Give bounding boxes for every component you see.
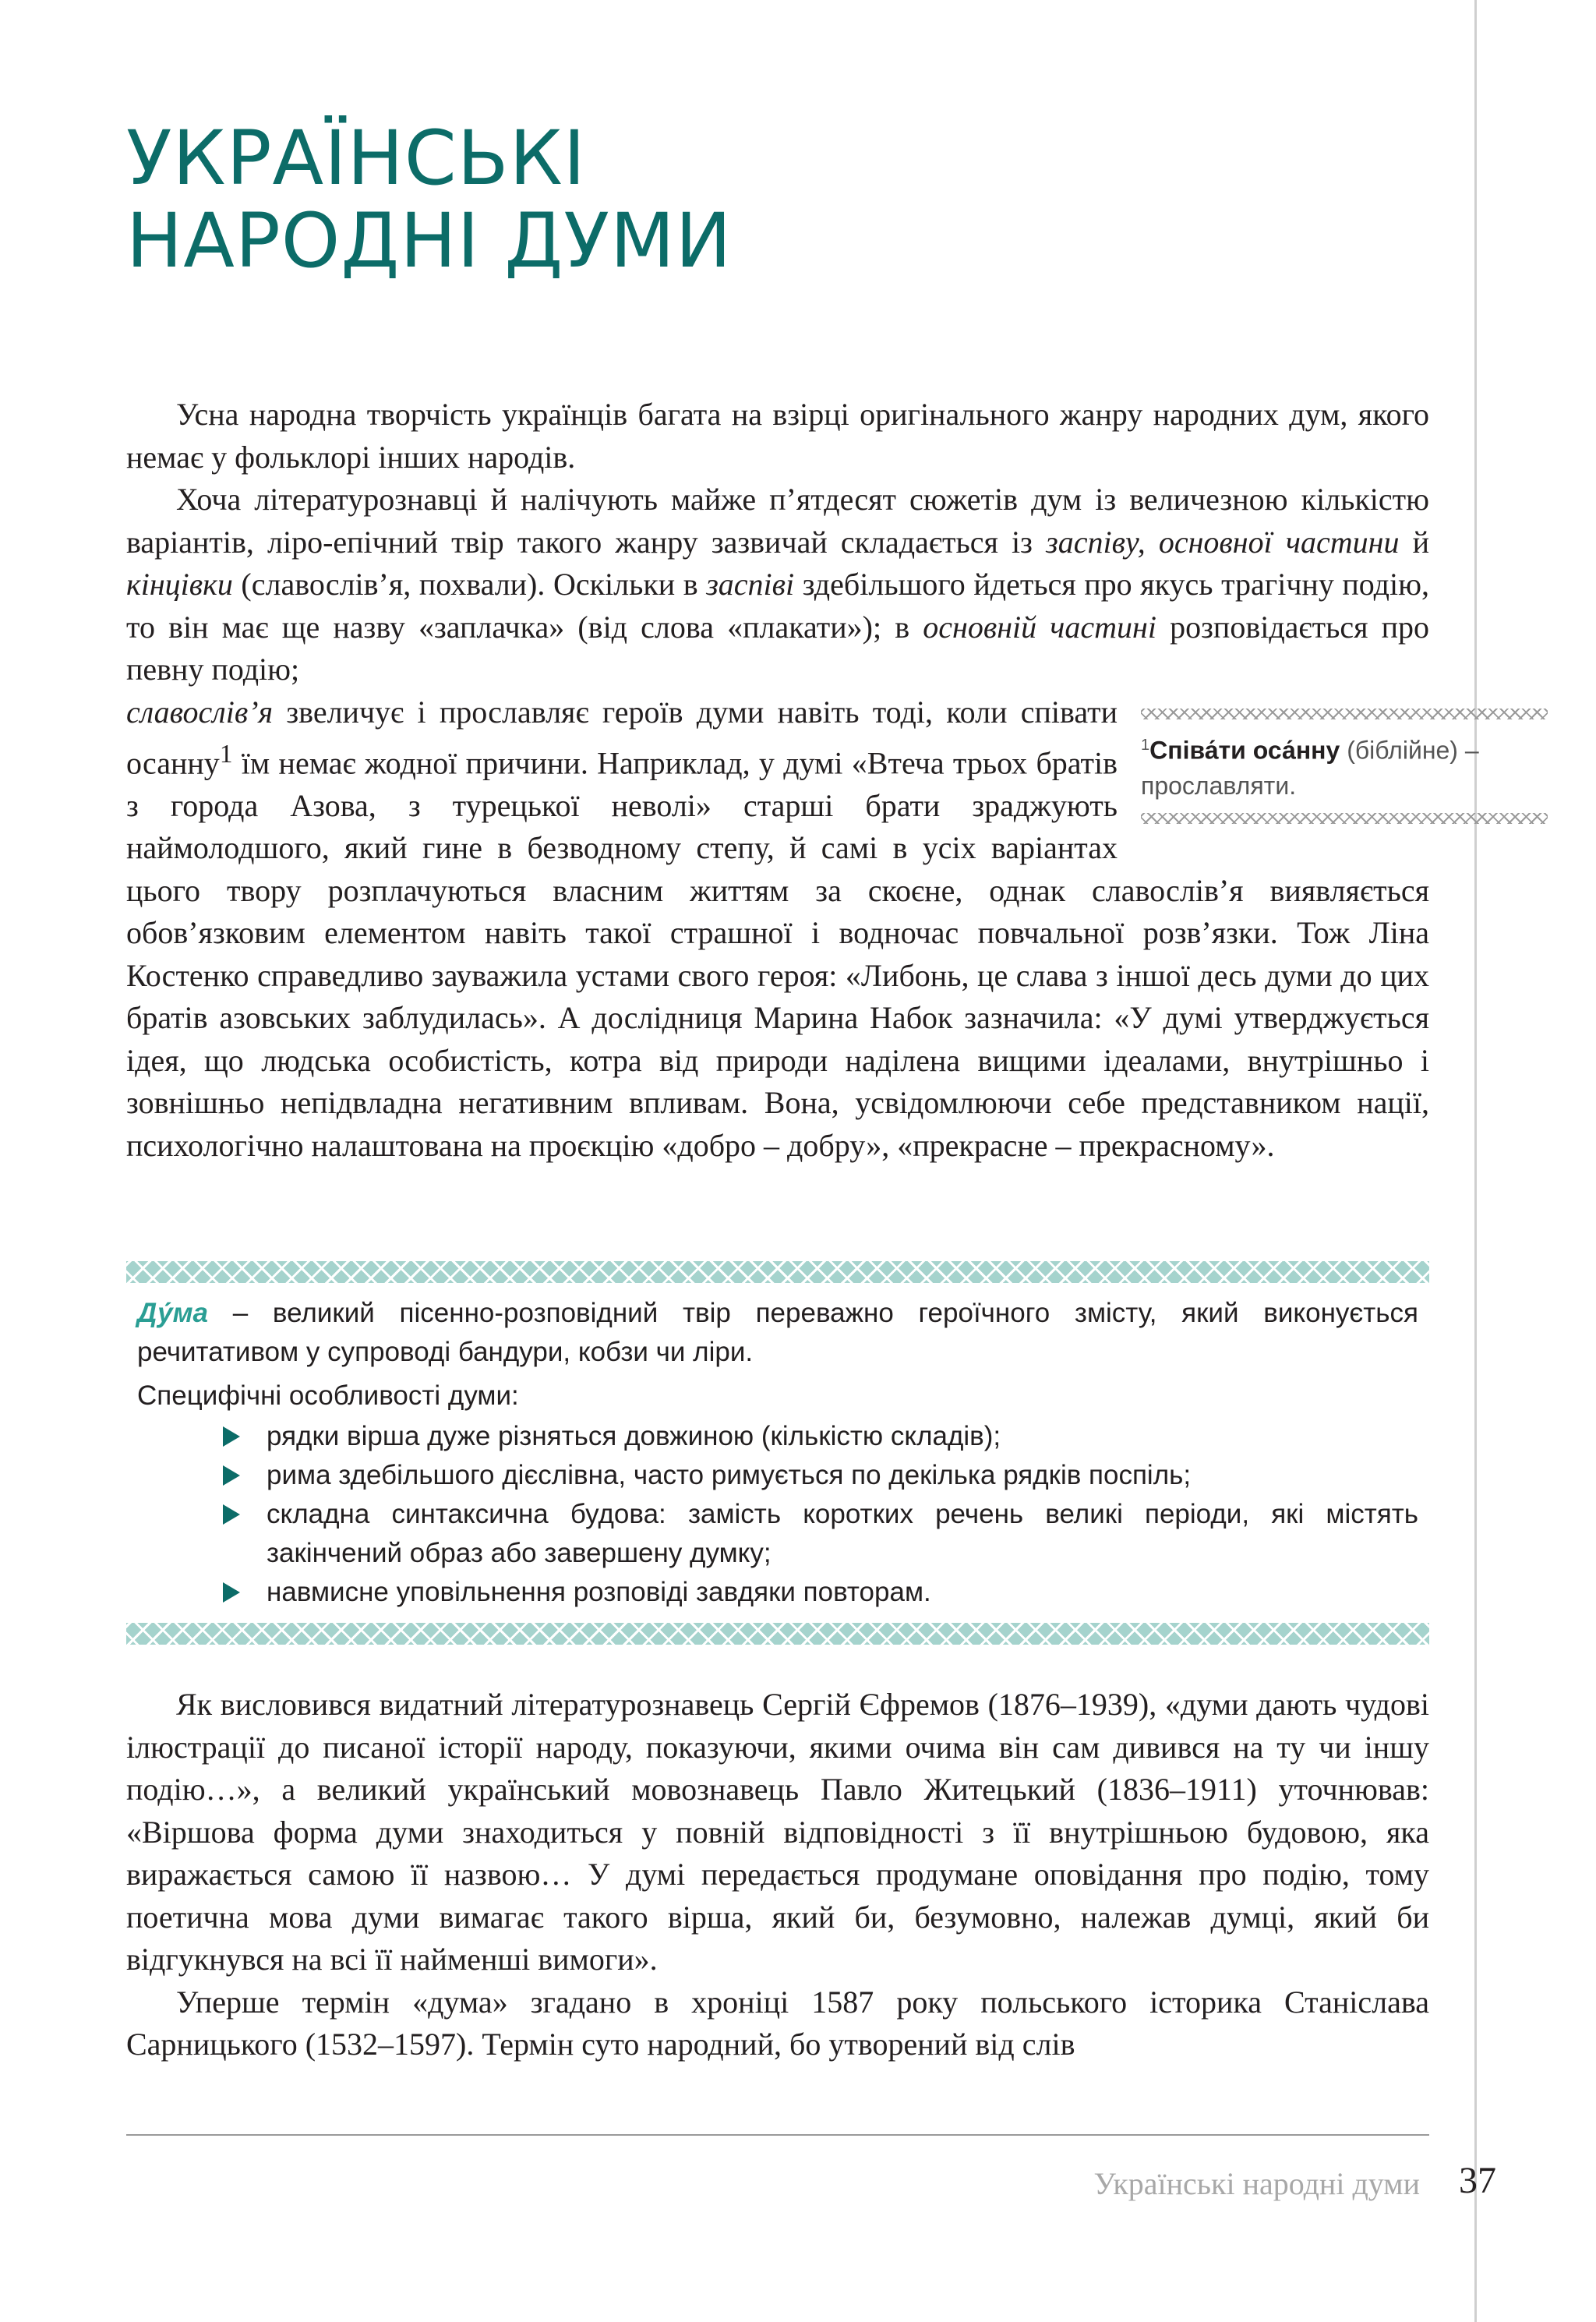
- sidebar-zigzag-bottom: [1141, 813, 1548, 824]
- italic-term: славослів’я: [126, 694, 274, 730]
- page-number: 37: [1459, 2160, 1496, 2201]
- definition-text: [137, 1294, 1418, 1372]
- sidebar-zigzag-top: [1141, 709, 1548, 719]
- text-run: розповідається про певну подію;: [126, 609, 1429, 687]
- text-run: Хоча літературознавці й налічують майже п’ятдесят сюжетів дум із величезною кількістю варіантів, ліро-епічний твір такого жанру зазвичай складається із: [126, 482, 1429, 560]
- footnote-term: Співа́ти оса́нну: [1149, 736, 1340, 765]
- features-title: Специфічні особливості думи:: [137, 1380, 519, 1411]
- definition-band-bottom: [126, 1623, 1429, 1645]
- italic-term: основній частині: [923, 609, 1156, 645]
- footnote-sidebar: [1141, 709, 1548, 825]
- definition-band-top: [126, 1261, 1429, 1283]
- text-run: (славослів’я, похвали). Оскільки в: [232, 567, 707, 602]
- text-run: й: [1399, 524, 1430, 560]
- definition-box: [126, 1261, 1429, 1645]
- definition-term: Ду́ма: [137, 1298, 208, 1328]
- page-edge-line: [1474, 0, 1477, 2322]
- text-run: їм немає жодної причини. Наприклад, у думі «Втеча трьох братів з города Азова, з турецької неволі» старші брати зраджують наймолодшого, який гине в безводному степу, й самі в усіх варіантах цього твору розплачуються власним життям за скоєне, однак славослів’я виявляється обов’язковим елементом навіть такої страшної і водночас повчальної розв’язки. Тож Ліна Костенко справедливо зауважила устами свого героя: «Либонь, це слава з іншої десь думи до цих братів азовських заблудилась». А дослідниця Марина Набок зазначила: «У думі утверджується ідея, що людська особистість, котра від природи наділена вищими ідеалами, внутрішньо і зовнішньо непідвладна негативним впливам. Вона, усвідомлюючи себе представником нації, психологічно налаштована на проєкцію «добро – добру», «прекрасне – прекрасному».: [126, 745, 1429, 1163]
- chapter-title-line-2: НАРОДНІ ДУМИ: [126, 197, 733, 285]
- body-paragraph-1: Як висловився видатний літературознавець Сергій Єфремов (1876–1939), «думи дають чудові ілюстрації до писаної історії народу, показуючи, якими очима він сам дивився на ту чи іншу подію…», а великий український мовознавець Павло Житецький (1836–1911) уточнював: «Віршова форма думи знаходиться у повній відповідності з її внутрішньою будовою, яка виражається самою її назвою… У думі передається продумане оповідання про подію, тому поетична мова думи вимагає такого вірша, який би, безумовно, належав думці, який би відгукнувся на всі її найменші вимоги».: [126, 1687, 1429, 1977]
- italic-term: заспіві: [706, 567, 795, 602]
- intro-section: [126, 394, 1479, 1167]
- running-title: Українські народні думи: [1093, 2166, 1420, 2201]
- features-list: [126, 1417, 1418, 1612]
- footnote-reference: 1: [219, 740, 233, 769]
- definition-body: – великий пісенно-розповідний твір переважно героїчного змісту, який виконується речитативом у супроводі бандури, кобзи чи ліри.: [137, 1298, 1418, 1367]
- italic-term: заспіву, основної частини: [1046, 524, 1400, 560]
- feature-item: складна синтаксична будова: замість коротких речень великі періоди, які містять закінчений образ або завершену думку;: [267, 1495, 1418, 1573]
- footnote-note: (біблійне) – прославляти.: [1141, 736, 1479, 801]
- feature-item: рима здебільшого дієслівна, часто римується по декілька рядків поспіль;: [267, 1456, 1418, 1495]
- italic-term: кінцівки: [126, 567, 233, 602]
- intro-paragraph-2: [126, 479, 1429, 691]
- text-run: здебільшого йдеться про якусь трагічну подію, то він має ще назву «заплачка» (від слова «плакати»); в: [126, 567, 1429, 645]
- body-paragraph-2: Уперше термін «дума» згадано в хроніці 1587 року польського історика Станіслава Сарницького (1532–1597). Термін суто народний, бо утворений від слів: [126, 1984, 1429, 2062]
- chapter-title-line-1: УКРАЇНСЬКІ: [126, 115, 587, 202]
- footer-rule: [126, 2134, 1429, 2136]
- text-run: звеличує і прославляє героїв думи навіть тоді, коли співати осанну: [126, 694, 1118, 781]
- footnote-text: [1141, 727, 1548, 804]
- body-section: [126, 1684, 1429, 2066]
- footnote-marker: 1: [1141, 736, 1150, 754]
- chapter-title: [126, 115, 733, 285]
- intro-paragraph-1: Усна народна творчість українців багата на взірці оригінального жанру народних дум, якого немає у фольклорі інших народів.: [126, 397, 1429, 475]
- feature-item: навмисне уповільнення розповіді завдяки повторам.: [267, 1573, 1418, 1612]
- feature-item: рядки вірша дуже різняться довжиною (кількістю складів);: [267, 1417, 1418, 1456]
